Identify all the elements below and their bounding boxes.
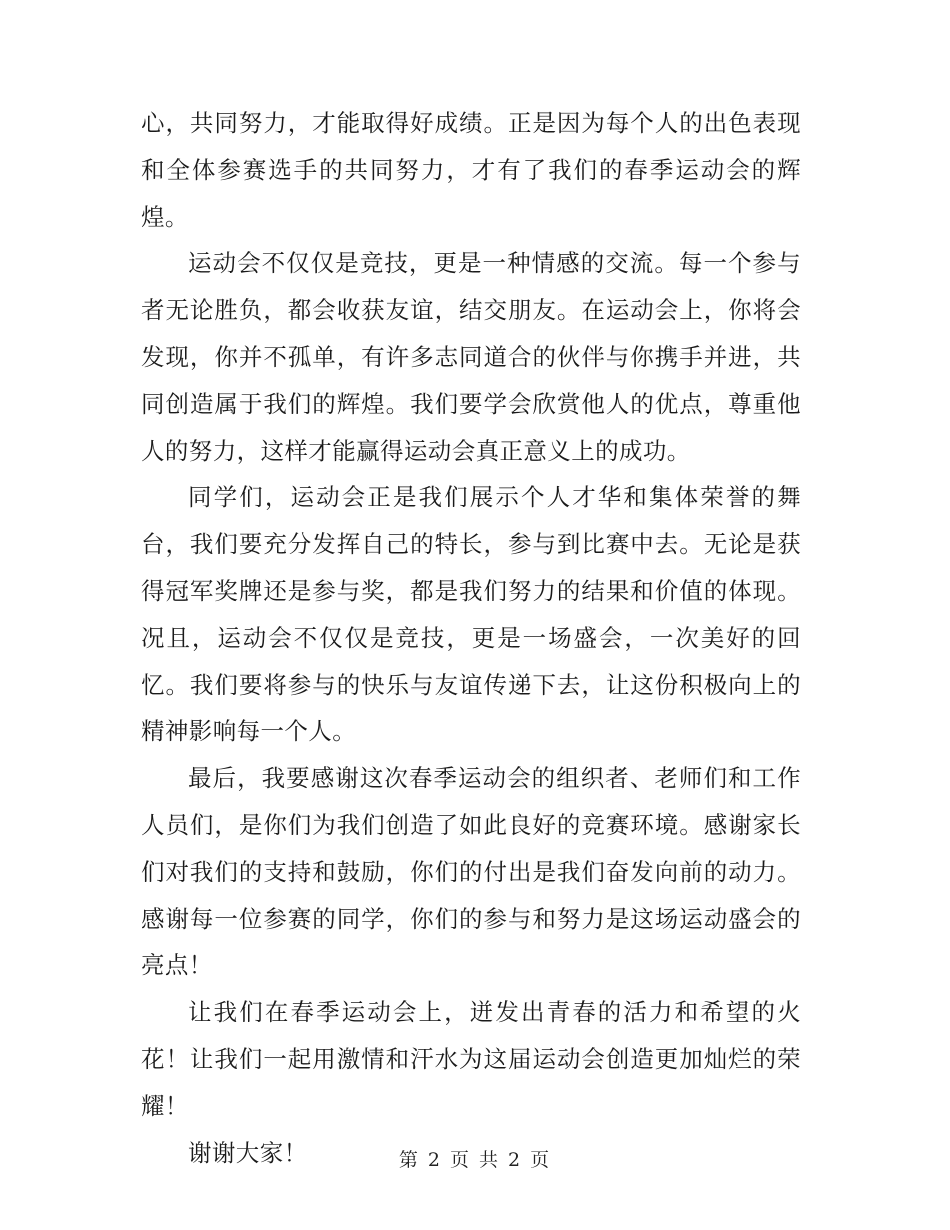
document-body (141, 100, 801, 1176)
paragraph-thanks: 最后，我要感谢这次春季运动会的组织者、老师们和工作人员们，是你们为我们创造了如此良好的竞赛环境。感谢家长们对我们的支持和鼓励，你们的付出是我们奋发向前的动力。感谢每一位参赛的同学，你们的参与和努力是这场运动盛会的亮点！ (141, 764, 801, 980)
paragraph-continuation: 心，共同努力，才能取得好成绩。正是因为每个人的出色表现和全体参赛选手的共同努力，才有了我们的春季运动会的辉煌。 (141, 109, 801, 231)
paragraph-call-to-action: 让我们在春季运动会上，迸发出青春的活力和希望的火花！让我们一起用激情和汗水为这届运动会创造更加灿烂的荣耀！ (141, 998, 801, 1120)
page-number-footer: 第 2 页 共 2 页 (398, 1149, 552, 1171)
paragraph-emotional-exchange: 运动会不仅仅是竞技，更是一种情感的交流。每一个参与者无论胜负，都会收获友谊，结交朋友。在运动会上，你将会发现，你并不孤单，有许多志同道合的伙伴与你携手并进，共同创造属于我们的辉煌。我们要学会欣赏他人的优点，尊重他人的努力，这样才能赢得运动会真正意义上的成功。 (141, 249, 801, 465)
paragraph-classmates-stage: 同学们，运动会正是我们展示个人才华和集体荣誉的舞台，我们要充分发挥自己的特长，参与到比赛中去。无论是获得冠军奖牌还是参与奖，都是我们努力的结果和价值的体现。况且，运动会不仅仅是竞技，更是一场盛会，一次美好的回忆。我们要将参与的快乐与友谊传递下去，让这份积极向上的精神影响每一个人。 (141, 483, 801, 746)
paragraph-closing: 谢谢大家！ (188, 1138, 308, 1167)
